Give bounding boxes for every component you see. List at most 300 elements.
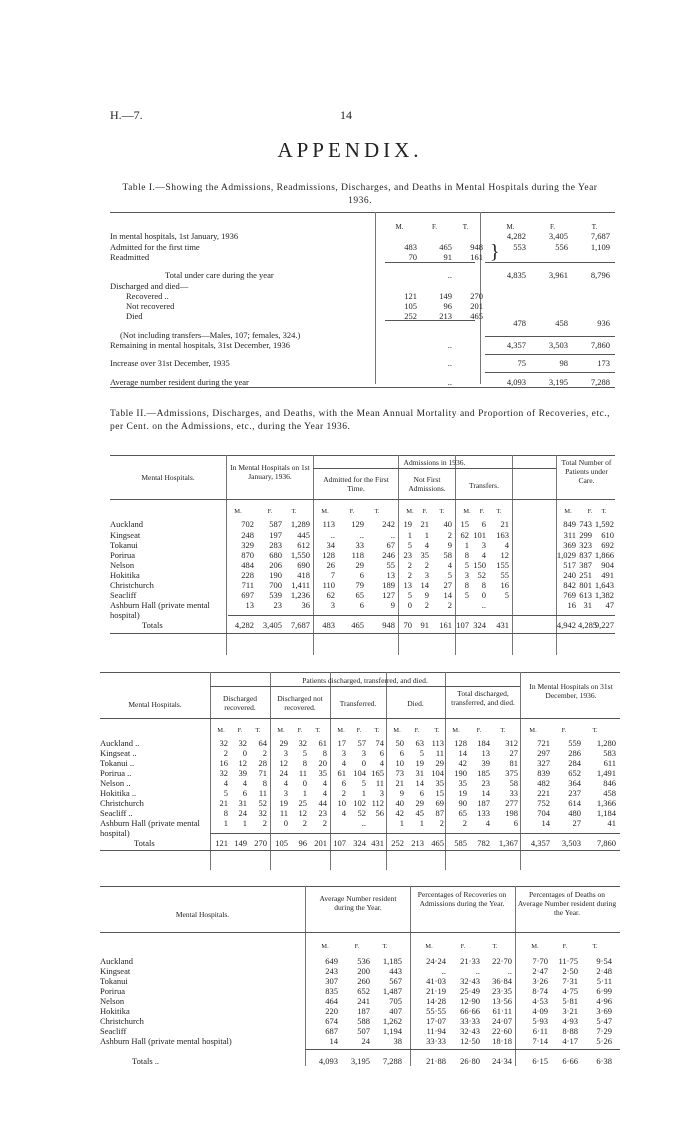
table2a-cell: 5 bbox=[407, 540, 412, 550]
table2a-cell: 610 bbox=[601, 530, 614, 540]
table2c-cell: 22·70 bbox=[492, 956, 512, 966]
table2a-cell: 690 bbox=[297, 560, 310, 570]
table2c-cell: .. bbox=[475, 966, 480, 976]
table2c-cell: 1,194 bbox=[382, 1026, 402, 1036]
table1-cell: 948 bbox=[470, 242, 483, 252]
mft-header: M. bbox=[277, 727, 285, 734]
table2c-cell: 260 bbox=[357, 976, 370, 986]
table1-cell: 270 bbox=[470, 291, 483, 301]
table2a-cell: 743 bbox=[579, 519, 592, 529]
table2a-cell: 4,282 bbox=[234, 620, 254, 630]
table1-cell: 3,961 bbox=[548, 270, 568, 280]
table2a-cell: 4,285 bbox=[578, 620, 598, 630]
table2a-cell: 311 bbox=[563, 530, 576, 540]
table2a-cell: 1,382 bbox=[594, 590, 614, 600]
table2c-cell: 32·43 bbox=[460, 976, 480, 986]
table2b-cell: 2 bbox=[439, 818, 444, 828]
table2b-cell: 782 bbox=[477, 838, 490, 848]
table2c-cell: 464 bbox=[325, 996, 338, 1006]
column-rule bbox=[515, 886, 516, 1066]
table2a-cell: 91 bbox=[420, 620, 429, 630]
mft-header: M. bbox=[564, 508, 572, 515]
table2b-cell: 2 bbox=[302, 818, 307, 828]
totals-rule bbox=[305, 1049, 620, 1050]
table1-cell: 4,282 bbox=[506, 231, 526, 241]
column-header-recovered: Discharged recovered. bbox=[222, 694, 258, 712]
table2b-cell: 277 bbox=[505, 798, 518, 808]
table2a-cell: 4 bbox=[447, 560, 452, 570]
table1-cell: 96 bbox=[443, 301, 452, 311]
table2a-cell: 517 bbox=[563, 560, 576, 570]
table2b-cell: 375 bbox=[505, 768, 518, 778]
table2b-cell: 480 bbox=[568, 808, 581, 818]
table2a-cell: 6 bbox=[481, 519, 486, 529]
table2a-cell: 190 bbox=[269, 570, 282, 580]
table2b-cell: 585 bbox=[454, 838, 467, 848]
table2a-cell: 4 bbox=[481, 550, 486, 560]
table1-cell: .. bbox=[447, 377, 452, 387]
table2b-cell: 19 bbox=[415, 758, 424, 768]
table2c-cell: 61·11 bbox=[492, 1006, 512, 1016]
mft-header: M. bbox=[337, 727, 345, 734]
table2a-cell: 2 bbox=[447, 600, 452, 610]
table2b-cell: 213 bbox=[411, 838, 424, 848]
table2a-cell: 904 bbox=[601, 560, 614, 570]
table2b-cell: 614 bbox=[568, 798, 581, 808]
table2c-cell: 5·93 bbox=[532, 1016, 548, 1026]
table2b-cell: 1,367 bbox=[498, 838, 518, 848]
table2c-cell: 3·21 bbox=[562, 1006, 578, 1016]
table2c-cell: 243 bbox=[325, 966, 338, 976]
table2c-cell: 14 bbox=[329, 1036, 338, 1046]
subtotal-rule bbox=[485, 372, 615, 373]
table2a-cell: 1,592 bbox=[594, 519, 614, 529]
table2a-cell: 3 bbox=[464, 570, 469, 580]
table2a-cell: 240 bbox=[563, 570, 576, 580]
table2b-cell: 21 bbox=[395, 778, 404, 788]
hospital-name: Auckland bbox=[100, 956, 134, 966]
mft-header: M. bbox=[321, 508, 329, 515]
table2a-cell: 26 bbox=[326, 560, 335, 570]
table2b-cell: 6 bbox=[341, 778, 346, 788]
table2a-cell: 431 bbox=[496, 620, 509, 630]
document-reference: H.—7. bbox=[110, 108, 143, 122]
table2c-cell: 6·11 bbox=[532, 1026, 548, 1036]
table2c-cell: 6·66 bbox=[562, 1056, 578, 1066]
table1-cell: 4,357 bbox=[506, 340, 526, 350]
mft-header: T. bbox=[439, 508, 445, 515]
table2c-cell: 18·18 bbox=[492, 1036, 512, 1046]
table2a-cell: 491 bbox=[601, 570, 614, 580]
table1-cell: .. bbox=[447, 270, 452, 280]
table2a-cell: 107 bbox=[456, 620, 469, 630]
table2b-cell: 27 bbox=[572, 818, 581, 828]
table2c-cell: 17·07 bbox=[426, 1016, 446, 1026]
table2b-cell: 58 bbox=[509, 778, 518, 788]
table2b-cell: 128 bbox=[454, 738, 467, 748]
table2a-cell: 692 bbox=[601, 540, 614, 550]
table1-top-rule bbox=[110, 212, 615, 213]
table2b-cell: 13 bbox=[481, 748, 490, 758]
table2a-cell: 1 bbox=[407, 530, 412, 540]
table2a-cell: .. bbox=[330, 530, 335, 540]
table2b-cell: 583 bbox=[603, 748, 616, 758]
column-header: M. bbox=[506, 223, 515, 231]
mft-header: M. bbox=[321, 943, 329, 950]
column-header-not-recovered: Discharged not recovered. bbox=[277, 694, 323, 712]
table2c-cell: 8·74 bbox=[532, 986, 548, 996]
table2b-cell: 52 bbox=[357, 808, 366, 818]
table2c-cell: 2·50 bbox=[562, 966, 578, 976]
table2b-cell: 42 bbox=[395, 808, 404, 818]
table2a-cell: 1 bbox=[464, 540, 469, 550]
mft-header: F. bbox=[587, 508, 593, 515]
header-bottom-rule bbox=[110, 499, 615, 500]
table1-cell: 98 bbox=[559, 358, 568, 368]
table2b-cell: 0 bbox=[361, 758, 366, 768]
table2c-cell: 5·81 bbox=[562, 996, 578, 1006]
table1-cell: 7,288 bbox=[590, 377, 610, 387]
table2c-cell: 1,185 bbox=[382, 956, 402, 966]
table2b-cell: 4 bbox=[223, 778, 228, 788]
hospital-name: Tokanui bbox=[100, 976, 128, 986]
table2b-cell: 704 bbox=[537, 808, 550, 818]
table2a-cell: 3,405 bbox=[262, 620, 282, 630]
table2b-cell: 9 bbox=[399, 788, 404, 798]
table1-cell: 553 bbox=[513, 242, 526, 252]
table1 bbox=[110, 212, 615, 387]
table1-cell: 465 bbox=[470, 311, 483, 321]
mft-header: F. bbox=[267, 508, 273, 515]
table2a-cell: .. bbox=[481, 600, 486, 610]
mft-header: T. bbox=[592, 943, 598, 950]
table2c-cell: 36·84 bbox=[492, 976, 512, 986]
table2b-cell: 284 bbox=[568, 758, 581, 768]
table2a-cell: 7,687 bbox=[290, 620, 310, 630]
hospital-name: Ashburn Hall (private mental hospital) bbox=[110, 600, 210, 620]
column-header-not-first: Not First Admissions. bbox=[408, 475, 446, 493]
table2a-cell: 369 bbox=[563, 540, 576, 550]
table2b-cell: 1 bbox=[223, 818, 228, 828]
row-label: Total under care during the year bbox=[165, 270, 274, 280]
row-label: Not recovered bbox=[126, 301, 175, 311]
table2b-cell: 252 bbox=[391, 838, 404, 848]
table2b-cell: 4 bbox=[242, 778, 247, 788]
table2a-cell: 6 bbox=[359, 600, 364, 610]
table2b-cell: 5 bbox=[419, 748, 424, 758]
column-header: F. bbox=[549, 223, 556, 231]
table2b-cell: 6 bbox=[379, 748, 384, 758]
table2c-cell: 33·33 bbox=[426, 1036, 446, 1046]
table2b-cell: 27 bbox=[509, 748, 518, 758]
table2a-cell: 3 bbox=[330, 600, 335, 610]
hospital-name: Auckland bbox=[110, 519, 144, 529]
table2c-cell: 7·14 bbox=[532, 1036, 548, 1046]
table2b-cell: 3,503 bbox=[561, 838, 581, 848]
table1-cell: 91 bbox=[443, 252, 452, 262]
subtotal-rule bbox=[385, 320, 475, 321]
table2b-cell: 1 bbox=[302, 788, 307, 798]
table2c-cell: 11·75 bbox=[558, 956, 578, 966]
table2c-cell: 687 bbox=[325, 1026, 338, 1036]
table2b-cell: 23 bbox=[318, 808, 327, 818]
table2b-cell: 11 bbox=[258, 788, 267, 798]
table2c-cell: 3·69 bbox=[596, 1006, 612, 1016]
table2c-cell: 21·88 bbox=[426, 1056, 446, 1066]
column-header-first-time: Admitted for the First Time. bbox=[323, 475, 389, 493]
table2a-cell: 62 bbox=[326, 590, 335, 600]
mft-header: F. bbox=[349, 508, 355, 515]
table2b-cell: 7,860 bbox=[596, 838, 616, 848]
table2c-cell: 11·94 bbox=[426, 1026, 446, 1036]
hospital-name: Kingseat bbox=[100, 966, 131, 976]
mft-header: T. bbox=[291, 508, 297, 515]
table2b-cell: 35 bbox=[458, 778, 467, 788]
column-rule bbox=[445, 672, 446, 870]
hospital-name: Nelson .. bbox=[100, 778, 131, 788]
table2a-cell: 251 bbox=[579, 570, 592, 580]
table2b-cell: 364 bbox=[568, 778, 581, 788]
table2a-cell: 15 bbox=[460, 519, 469, 529]
table2b-cell: 81 bbox=[509, 758, 518, 768]
table1-cell: 3,195 bbox=[548, 377, 568, 387]
table2c-cell: 6·15 bbox=[532, 1056, 548, 1066]
table2b-cell: 29 bbox=[415, 798, 424, 808]
hospital-name: Christchurch bbox=[100, 798, 144, 808]
table2b-cell: 1 bbox=[419, 818, 424, 828]
table2-part-b bbox=[100, 672, 620, 872]
table2a-cell: 8 bbox=[481, 580, 486, 590]
table2c-cell: .. bbox=[507, 966, 512, 976]
table2c-cell: 3,195 bbox=[350, 1056, 370, 1066]
table2a-cell: 5 bbox=[464, 560, 469, 570]
hospital-name: Ashburn Hall (private mental hospital) bbox=[100, 818, 200, 838]
table1-cell: 936 bbox=[597, 318, 610, 328]
table2a-cell: 1,411 bbox=[291, 580, 310, 590]
table2b-cell: 45 bbox=[415, 808, 424, 818]
table2b-cell: 14 bbox=[481, 788, 490, 798]
table1-cell: 75 bbox=[517, 358, 526, 368]
table2c-cell: 7·31 bbox=[562, 976, 578, 986]
table2b-bottom-rule bbox=[100, 850, 620, 851]
table2b-cell: 2 bbox=[322, 818, 327, 828]
mft-header: T. bbox=[492, 943, 498, 950]
table2a-cell: 2 bbox=[447, 530, 452, 540]
table2a-cell: 58 bbox=[443, 550, 452, 560]
column-rule bbox=[305, 886, 306, 1066]
table2b-cell: 4 bbox=[485, 818, 490, 828]
table2b-cell: 61 bbox=[337, 768, 346, 778]
totals-rule bbox=[228, 615, 615, 616]
table2b-cell: 25 bbox=[298, 798, 307, 808]
table2b-cell: 105 bbox=[275, 838, 288, 848]
table2b-cell: 6 bbox=[513, 818, 518, 828]
table2c-cell: 835 bbox=[325, 986, 338, 996]
table2b-cell: 4 bbox=[283, 778, 288, 788]
table2a-cell: 849 bbox=[563, 519, 576, 529]
table2a-cell: 47 bbox=[605, 600, 614, 610]
table2b-cell: 327 bbox=[537, 758, 550, 768]
table2b-cell: 8 bbox=[322, 748, 327, 758]
subtotal-rule bbox=[485, 336, 615, 337]
row-label: Admitted for the first time bbox=[110, 242, 200, 252]
column-header-dec: In Mental Hospitals on 31st December, 1936. bbox=[529, 682, 613, 700]
table2c-cell: 507 bbox=[357, 1026, 370, 1036]
table2c-cell: 200 bbox=[357, 966, 370, 976]
table2b-cell: 39 bbox=[481, 758, 490, 768]
hospital-name: Seacliff .. bbox=[100, 808, 133, 818]
table2b-cell: 286 bbox=[568, 748, 581, 758]
table2b-cell: 8 bbox=[302, 758, 307, 768]
mft-header: F. bbox=[476, 727, 482, 734]
table2b-cell: 104 bbox=[431, 768, 444, 778]
table2a-cell: 21 bbox=[500, 519, 509, 529]
table2c-cell: 55·55 bbox=[426, 1006, 446, 1016]
table2b-cell: 52 bbox=[258, 798, 267, 808]
table2b-cell: 8 bbox=[223, 808, 228, 818]
row-label: Recovered .. bbox=[126, 291, 169, 301]
table2b-cell: 839 bbox=[537, 768, 550, 778]
table2a-cell: 129 bbox=[351, 519, 364, 529]
hospital-name: Seacliff bbox=[110, 590, 137, 600]
column-header: T. bbox=[591, 223, 598, 231]
hospital-name: Kingseat .. bbox=[100, 748, 137, 758]
hospital-name: Ashburn Hall (private mental hospital) bbox=[100, 1036, 232, 1046]
mft-header: M. bbox=[217, 727, 225, 734]
table2a-cell: 418 bbox=[297, 570, 310, 580]
table1-cell: 4,835 bbox=[506, 270, 526, 280]
hospital-name: Porirua .. bbox=[100, 768, 132, 778]
table2b-cell: 29 bbox=[279, 738, 288, 748]
table2c-cell: 6·38 bbox=[596, 1056, 612, 1066]
table1-cell: 252 bbox=[404, 311, 417, 321]
table1-cell: 3,503 bbox=[548, 340, 568, 350]
table2c-cell: 307 bbox=[325, 976, 338, 986]
table2c-cell: 241 bbox=[357, 996, 370, 1006]
table1-cell: 465 bbox=[439, 242, 452, 252]
hospital-name: Nelson bbox=[110, 560, 135, 570]
table2b-cell: 31 bbox=[238, 798, 247, 808]
table1-cell: 7,860 bbox=[590, 340, 610, 350]
table2c-cell: 6·99 bbox=[596, 986, 612, 996]
column-header-admissions: Admissions in 1936. bbox=[403, 458, 466, 467]
table2a-cell: 9 bbox=[390, 600, 395, 610]
table2c-cell: 24·24 bbox=[426, 956, 446, 966]
table2c-cell: 443 bbox=[389, 966, 402, 976]
table2a-cell: .. bbox=[390, 530, 395, 540]
table2b-cell: .. bbox=[361, 818, 366, 828]
brace-symbol: } bbox=[490, 241, 500, 263]
appendix-title: APPENDIX. bbox=[277, 138, 423, 162]
table2a-cell: 870 bbox=[241, 550, 254, 560]
row-label: Readmitted bbox=[110, 252, 150, 262]
table2a-cell: 16 bbox=[567, 600, 576, 610]
table2b-cell: 39 bbox=[238, 768, 247, 778]
table2a-cell: 680 bbox=[269, 550, 282, 560]
hospital-name: Hokitika bbox=[110, 570, 140, 580]
table2c-cell: 407 bbox=[389, 1006, 402, 1016]
table2c-cell: 567 bbox=[389, 976, 402, 986]
table2b-cell: 3 bbox=[379, 788, 384, 798]
mft-header: T. bbox=[382, 943, 388, 950]
table2b-cell: 21 bbox=[219, 798, 228, 808]
table2a-cell: 12 bbox=[500, 550, 509, 560]
table2a-cell: 324 bbox=[473, 620, 486, 630]
table2a-bottom-rule bbox=[110, 633, 615, 634]
table2a-cell: 55 bbox=[386, 560, 395, 570]
mft-header: F. bbox=[561, 727, 567, 734]
table2a-cell: 1,550 bbox=[290, 550, 310, 560]
table2c-cell: 7,288 bbox=[382, 1056, 402, 1066]
table2b-cell: 107 bbox=[333, 838, 346, 848]
table2b-cell: 28 bbox=[258, 758, 267, 768]
table2a-cell: 33 bbox=[355, 540, 364, 550]
table2a-cell: 4 bbox=[424, 540, 429, 550]
table1-bottom-rule bbox=[110, 387, 615, 388]
table2a-cell: 62 bbox=[460, 530, 469, 540]
column-header-in-jan: In Mental Hospitals on 1st January, 1936. bbox=[230, 463, 310, 481]
table2b-cell: 190 bbox=[454, 768, 467, 778]
table2b-cell: 19 bbox=[279, 798, 288, 808]
table2c-cell: 3·26 bbox=[532, 976, 548, 986]
table2a-cell: 2 bbox=[407, 560, 412, 570]
table2b-cell: 3 bbox=[283, 748, 288, 758]
table2b-cell: 482 bbox=[537, 778, 550, 788]
column-header-pct-deaths: Percentages of Deaths on Average Number resident during the Year. bbox=[517, 890, 617, 917]
table1-cell: 173 bbox=[597, 358, 610, 368]
table2c-cell: 652 bbox=[357, 986, 370, 996]
table2a-cell: 387 bbox=[579, 560, 592, 570]
table2b-cell: 6 bbox=[419, 788, 424, 798]
table2a-cell: 837 bbox=[579, 550, 592, 560]
table2a-cell: 206 bbox=[269, 560, 282, 570]
table2a-cell: 1,289 bbox=[290, 519, 310, 529]
table2a-cell: 36 bbox=[301, 600, 310, 610]
mft-header: F. bbox=[562, 943, 568, 950]
table2b-cell: 3 bbox=[341, 748, 346, 758]
mft-header: F. bbox=[479, 508, 485, 515]
mft-header: T. bbox=[601, 508, 607, 515]
table2a-cell: 329 bbox=[241, 540, 254, 550]
table2b-cell: 19 bbox=[458, 788, 467, 798]
mft-header: T. bbox=[500, 727, 506, 734]
mft-header: M. bbox=[425, 943, 433, 950]
mft-header: F. bbox=[356, 727, 362, 734]
table2a-cell: 127 bbox=[382, 590, 395, 600]
table2c-cell: 14·28 bbox=[426, 996, 446, 1006]
table2b-cell: 64 bbox=[258, 738, 267, 748]
table2a-cell: 769 bbox=[563, 590, 576, 600]
table2c-cell: 24 bbox=[361, 1036, 370, 1046]
row-label: Average number resident during the year bbox=[110, 377, 249, 387]
table2c-cell: 33·33 bbox=[460, 1016, 480, 1026]
table2b-cell: 312 bbox=[505, 738, 518, 748]
table2a-cell: 613 bbox=[579, 590, 592, 600]
mft-header: T. bbox=[374, 727, 380, 734]
column-rule bbox=[410, 886, 411, 1066]
totals-label: Totals .. bbox=[132, 1056, 160, 1066]
table2a-cell: 587 bbox=[269, 519, 282, 529]
table2b-cell: 1 bbox=[242, 818, 247, 828]
mft-header: M. bbox=[452, 727, 460, 734]
table2b-cell: 16 bbox=[219, 758, 228, 768]
table1-cell: 161 bbox=[470, 252, 483, 262]
table2a-cell: 445 bbox=[297, 530, 310, 540]
table2a-cell: 13 bbox=[386, 570, 395, 580]
table2a-cell: 19 bbox=[403, 519, 412, 529]
column-header-pct-recoveries: Percentages of Recoveries on Admissions during the Year. bbox=[417, 890, 507, 908]
table2a-cell: 1,029 bbox=[556, 550, 576, 560]
